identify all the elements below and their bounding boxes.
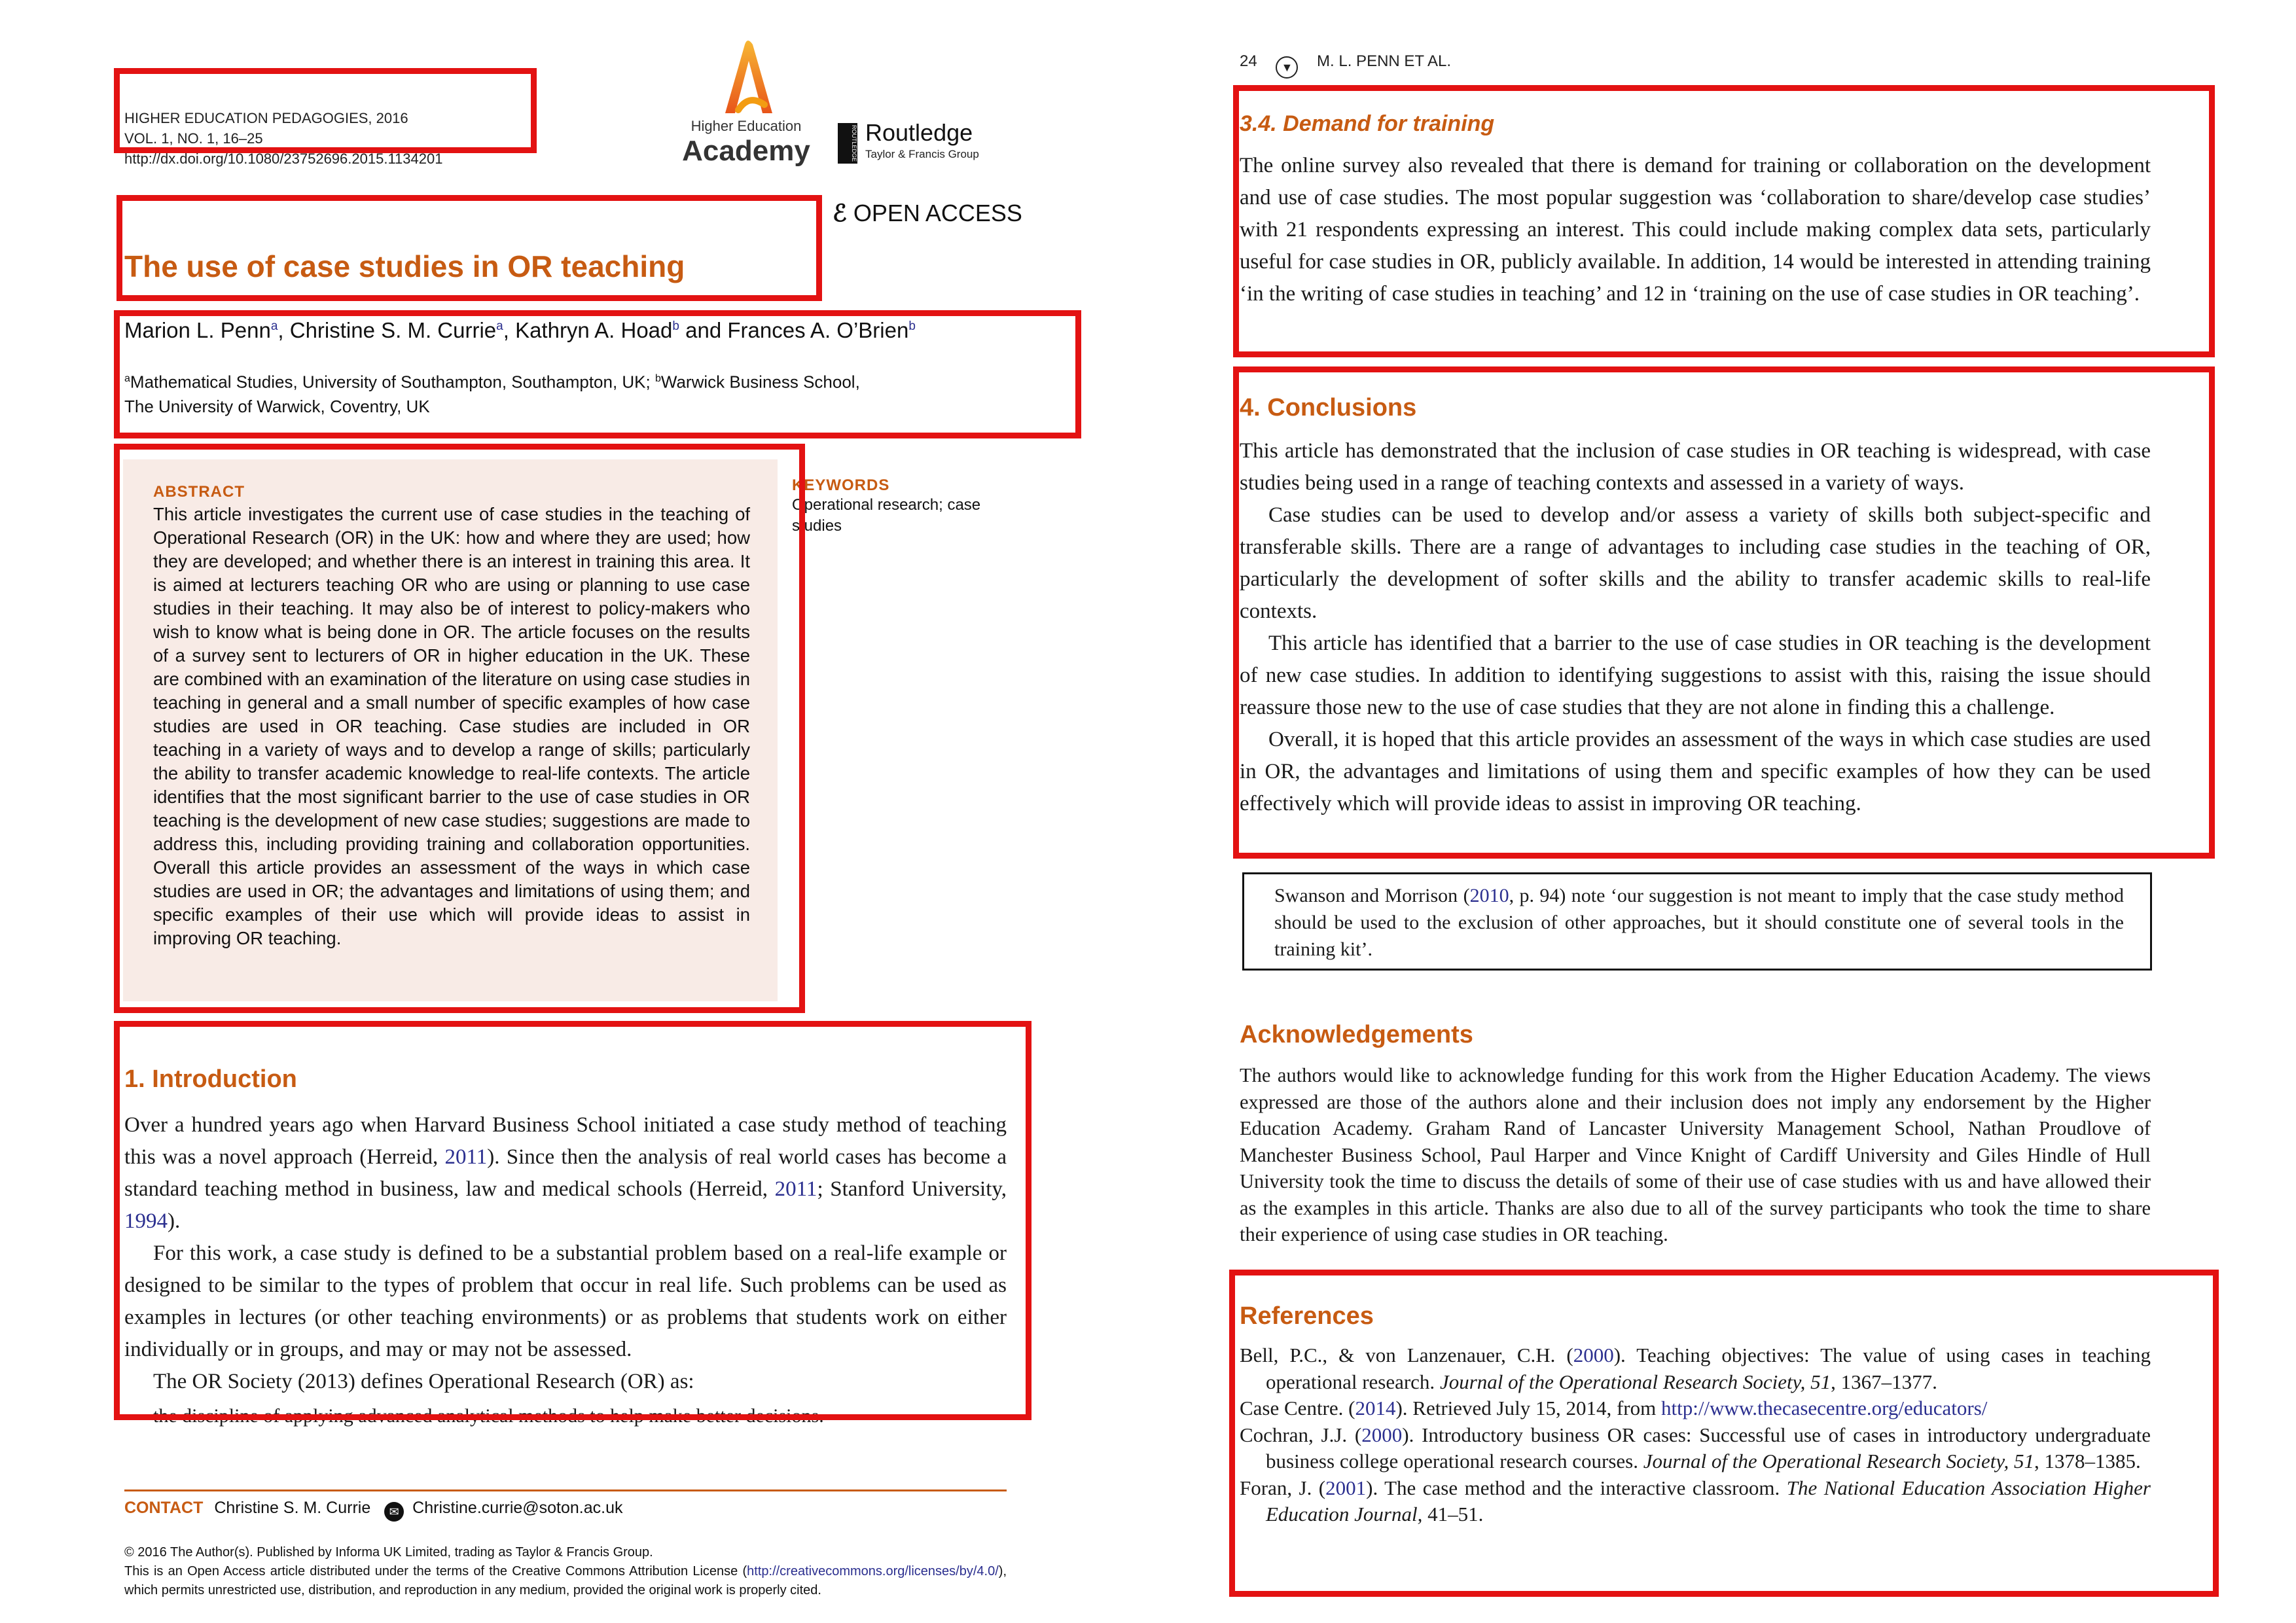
introduction-heading: 1. Introduction [124,1065,297,1093]
acknowledgements-text: The authors would like to acknowledge funding for this work from the Higher Education Academy. The views expressed are those of the authors alone and their inclusion does not imply any endorsement by the Higher Education Academy. Graham Rand of Lancaster University Management School, Nathan Proudlove of Manchester Business School, Paul Harper and Vince Knight of Cardiff University and Giles Hindle of Hull University took the time to discuss the details of some of their use of case studies with us and have allowed their as the examples in this article. Thanks are also due to all of the survey participants who took the time to share their experience of using case studies in OR teaching. [1240,1064,2151,1245]
hea-logo [668,31,825,169]
running-head [1240,52,1451,79]
keywords-heading: KEYWORDS [792,476,890,494]
contact-label: CONTACT [124,1499,204,1517]
right-page [1148,0,2296,1623]
journal-info [124,108,442,169]
affiliations: $^a$Mathematical Studies, University of Southampton, Southampton, UK; $^b$Warwick Business School, The University of Warwick, Coventry, UK [124,372,860,416]
introduction-section [124,1065,1007,1431]
copyright-notice [124,1543,1007,1600]
conclusions-section [1240,394,2151,820]
routledge-name: Routledge [865,119,973,146]
author-affiliation-mark: b [672,319,679,333]
author-affiliation-mark: a [496,319,503,333]
reference-item: Cochran, J.J. (2000). Introductory business OR cases: Successful use of cases in introductory undergraduate business college operational research courses. Journal of the Operational Research Society, 51, 1378–1385. [1240,1423,2151,1472]
author-name: Marion L. Penn [124,318,271,342]
highlight-title [117,195,822,301]
references-section [1240,1302,2151,1528]
conclusions-paragraph-1: This article has demonstrated that the inclusion of case studies in OR teaching is widespread, with case studies being used in a range of teaching contexts and assessed in a variety of ways. [1240,439,2151,495]
copyright-line-2: This is an Open Access article distributed under the terms of the Creative Commons Attribution License (http://creativecommons.org/licenses/by/4.0/), which permits unrestricted use, distribution, and reproduction in any medium, provided the original work is properly cited. [124,1564,1007,1597]
introduction-paragraph-1: Over a hundred years ago when Harvard Business School initiated a case study method of teaching this was a novel approach (Herreid, 2011). Since then the analysis of real world cases has become a standard teaching method in business, law and medical schools (Herreid, 2011; Stanford University, 1994). [124,1113,1007,1233]
journal-volume: VOL. 1, NO. 1, 16–25 [124,130,263,147]
article-title: The use of case studies in OR teaching [124,249,685,283]
hea-logo-line1: Higher Education [691,118,802,134]
reference-item: Foran, J. (2001). The case method and the interactive classroom. The National Education Association Higher Education Journal, 41–51. [1240,1476,2151,1525]
author-name: Christine S. M. Currie [289,318,497,342]
acknowledgements-section [1240,1021,2151,1248]
contact-email[interactable]: Christine.currie@soton.ac.uk [412,1499,623,1517]
reference-item: Case Centre. (2014). Retrieved July 15, 2014, from http://www.thecasecentre.org/educators/ [1240,1397,1988,1419]
quote-box-text: Swanson and Morrison (2010, p. 94) note ‘our suggestion is not meant to imply that the case study method should be used to the exclusion of other approaches, but it should constitute one of several tools in the training kit’. [1274,885,2124,960]
author-affiliation-mark: b [908,319,916,333]
copyright-line-1: © 2016 The Author(s). Published by Informa UK Limited, trading as Taylor & Francis Group. [124,1545,653,1560]
open-access-badge: ℰ OPEN ACCESS [833,200,1022,226]
author-affiliation-mark: a [270,319,278,333]
routledge-spine-icon: ROUTLEDGE [838,123,857,164]
reference-item: Bell, P.C., & von Lanzenauer, C.H. (2000). Teaching objectives: The value of using cases in teaching operational research. Journal of the Operational Research Society, 51, 1367–1377. [1240,1344,2151,1393]
routledge-logo [838,119,1008,165]
demand-section [1240,111,2151,310]
running-head-authors: M. L. PENN ET AL. [1317,52,1452,70]
conclusions-paragraph-2: Case studies can be used to develop and/or assess a variety of skills both subject-specific and transferable skills. There are a range of advantages to including case studies in the teaching of OR, particularly the development of softer skills and the ability to transfer academic skills to real-life contexts. [1240,503,2151,623]
journal-name: HIGHER EDUCATION PEDAGOGIES, 2016 [124,110,408,126]
introduction-paragraph-3: The OR Society (2013) defines Operational Research (OR) as: [153,1370,694,1393]
abstract-text: This article investigates the current use of case studies in the teaching of Operational Research (OR) in the UK: how and where they are used; how they are developed; and whether there is an interest in training this area. It is aimed at lecturers teaching OR who are using or planning to use case studies in their teaching. It may also be of interest to policy-makers who wish to know what is being done in OR. The article focuses on the results of a survey sent to lecturers of OR in higher education in the UK. These are combined with an examination of the literature on using case studies in teaching in general and a small number of specific examples of how case studies are used in OR teaching. Case studies are included in OR teaching in a variety of ways and to develop a range of skills; particularly the ability to transfer academic knowledge to real-life contexts. The article identifies that the most significant barrier to the use of case studies in OR teaching is the development of new case studies; suggestions are made to address this, including providing training and collaboration opportunities. Overall this article provides an assessment of the ways in which case studies are used in OR; the advantages and limitations of using them; and specific examples of their use which will provide ideas to assist in improving OR teaching. [153,504,750,948]
journal-emblem-icon: ▼ [1276,56,1298,79]
open-access-lock-icon: ℰ [833,200,847,226]
page-number: 24 [1240,52,1257,70]
contact-divider [124,1489,1007,1491]
acknowledgements-heading: Acknowledgements [1240,1021,1473,1048]
routledge-sub: Taylor & Francis Group [865,148,979,160]
journal-doi: http://dx.doi.org/10.1080/23752696.2015.1134201 [124,151,443,167]
email-icon: ✉ [384,1502,404,1522]
conclusions-paragraph-3: This article has identified that a barrier to the use of case studies in OR teaching is the development of new case studies. In addition to identifying suggestions to assist with this, raising the issue should reassure those new to the use of case studies that they are not alone in finding this a challenge. [1240,632,2151,719]
keywords-text: Operational research; case studies [792,496,981,535]
introduction-paragraph-2: For this work, a case study is defined to be a substantial problem based on a real-life example or designed to be similar to the types of problem that occur in real life. Such problems can be used as examples in lectures (or other teaching environments) or as problems that students work on either individually or in groups, and may or may not be assessed. [124,1241,1007,1361]
abstract-heading: ABSTRACT [153,483,245,501]
hea-logo-line2: Academy [682,135,810,167]
references-heading: References [1240,1302,1374,1330]
author-name: Kathryn A. Hoad [515,318,673,342]
author-list: Marion L. Penn$^a$, Christine S. M. Currie$^a$, Kathryn A. Hoad$^b$ and Frances A. O’Brien$^b$ [124,318,916,342]
quote-box [1242,872,2152,971]
hea-logo-icon [668,31,825,116]
introduction-quote: the discipline of applying advanced analytical methods to help make better decisions. [153,1405,824,1427]
demand-text: The online survey also revealed that there is demand for training or collaboration on the development and use of case studies. The most popular suggestion was ‘collaboration to share/develop case studies’ with 21 respondents expressing an interest. This could include making complex data sets, particularly useful for case studies in OR, publicly available. In addition, 14 would be interested in attending training ‘in the writing of case studies in teaching’ and 12 in ‘training on the use of case studies in OR teaching’. [1240,154,2151,306]
author-name: Frances A. O’Brien [727,318,909,342]
demand-heading: 3.4. Demand for training [1240,111,1495,136]
abstract-box [123,459,778,1001]
conclusions-paragraph-4: Overall, it is hoped that this article provides an assessment of the ways in which case studies are used in OR, the advantages and limitations of using them and specific examples of how they can be used effectively which will provide ideas to assist in improving OR teaching. [1240,728,2151,815]
contact-line [124,1499,623,1522]
contact-name: Christine S. M. Currie [214,1499,371,1517]
conclusions-heading: 4. Conclusions [1240,394,1417,421]
keywords [792,476,1001,537]
